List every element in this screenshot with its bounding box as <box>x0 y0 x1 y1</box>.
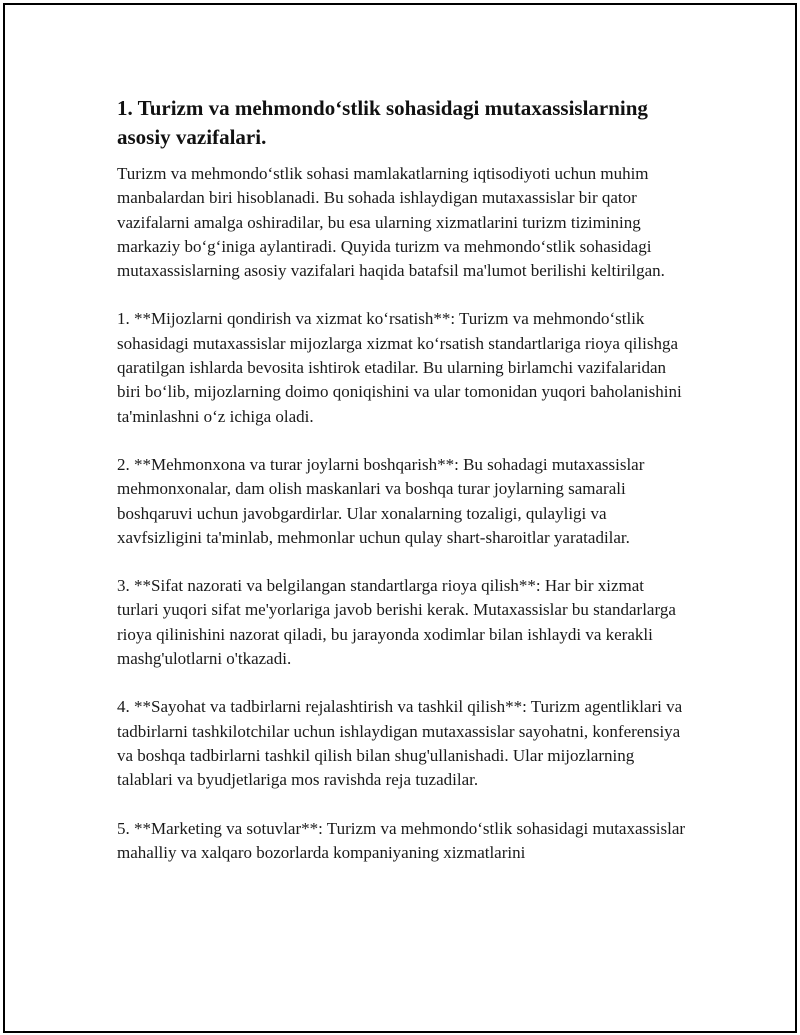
duty-5-paragraph: 5. **Marketing va sotuvlar**: Turizm va mehmondo‘stlik sohasidagi mutaxassislar mahalliy va xalqaro bozorlarda kompaniyaning xizmatlarini <box>117 818 686 862</box>
duty-4-paragraph: 4. **Sayohat va tadbirlarni rejalashtirish va tashkil qilish**: Turizm agentliklari va tadbirlarni tashkilotchilar uchun ishlaydigan mutaxassislar sayohatni, konferensiya va boshqa tadbirlarni tashkil qilish bilan shug'ullanishadi. Ular mijozlarning talablari va byudjetlariga mos ravishda reja tuzadilar. <box>117 697 683 790</box>
duty-3-paragraph: 3. **Sifat nazorati va belgilangan standartlarga rioya qilish**: Har bir xizmat turlari yuqori sifat me'yorlariga javob berishi kerak. Mutaxassislar bu standarlarga rioya qilinishini nazorat qiladi, bu jarayonda xodimlar bilan ishlaydi va kerakli mashg'ulotlarni o'tkazadi. <box>117 576 676 669</box>
intro-paragraph: Turizm va mehmondo‘stlik sohasi mamlakatlarning iqtisodiyoti uchun muhim manbalardan biri hisoblanadi. Bu sohada ishlaydigan mutaxassislar bir qator vazifalarni amalga oshiradilar, bu esa ularning xizmatlarini turizm tizimining markaziy bo‘g‘iniga aylantiradi. Quyida turizm va mehmondo‘stlik sohasidagi mutaxassislarning asosiy vazifalari haqida batafsil ma'lumot berilishi keltirilgan. <box>117 164 665 281</box>
duty-2-paragraph: 2. **Mehmonxona va turar joylarni boshqarish**: Bu sohadagi mutaxassislar mehmonxonalar, dam olish maskanlari va boshqa turar joylarning samarali boshqaruvi uchun javobgardirlar. Ular xonalarning tozaligi, qulayligi va xavfsizligini ta'minlab, mehmonlar uchun qulay shart-sharoitlar yaratadilar. <box>117 454 645 547</box>
section-heading: 1. Turizm va mehmondo‘stlik sohasidagi mutaxassislarning asosiy vazifalari. <box>117 96 648 149</box>
document-body <box>117 94 687 889</box>
duty-1-paragraph: 1. **Mijozlarni qondirish va xizmat ko‘rsatish**: Turizm va mehmondo‘stlik sohasidagi mutaxassislar mijozlarga xizmat ko‘rsatish standartlariga rioya qilishga qaratilgan ishlarda bevosita ishtirok etadilar. Bu ularning birlamchi vazifalaridan biri bo‘lib, mijozlarning doimo qoniqishini va ular tomonidan yuqori baholanishini ta'minlashni o‘z ichiga oladi. <box>117 309 682 426</box>
